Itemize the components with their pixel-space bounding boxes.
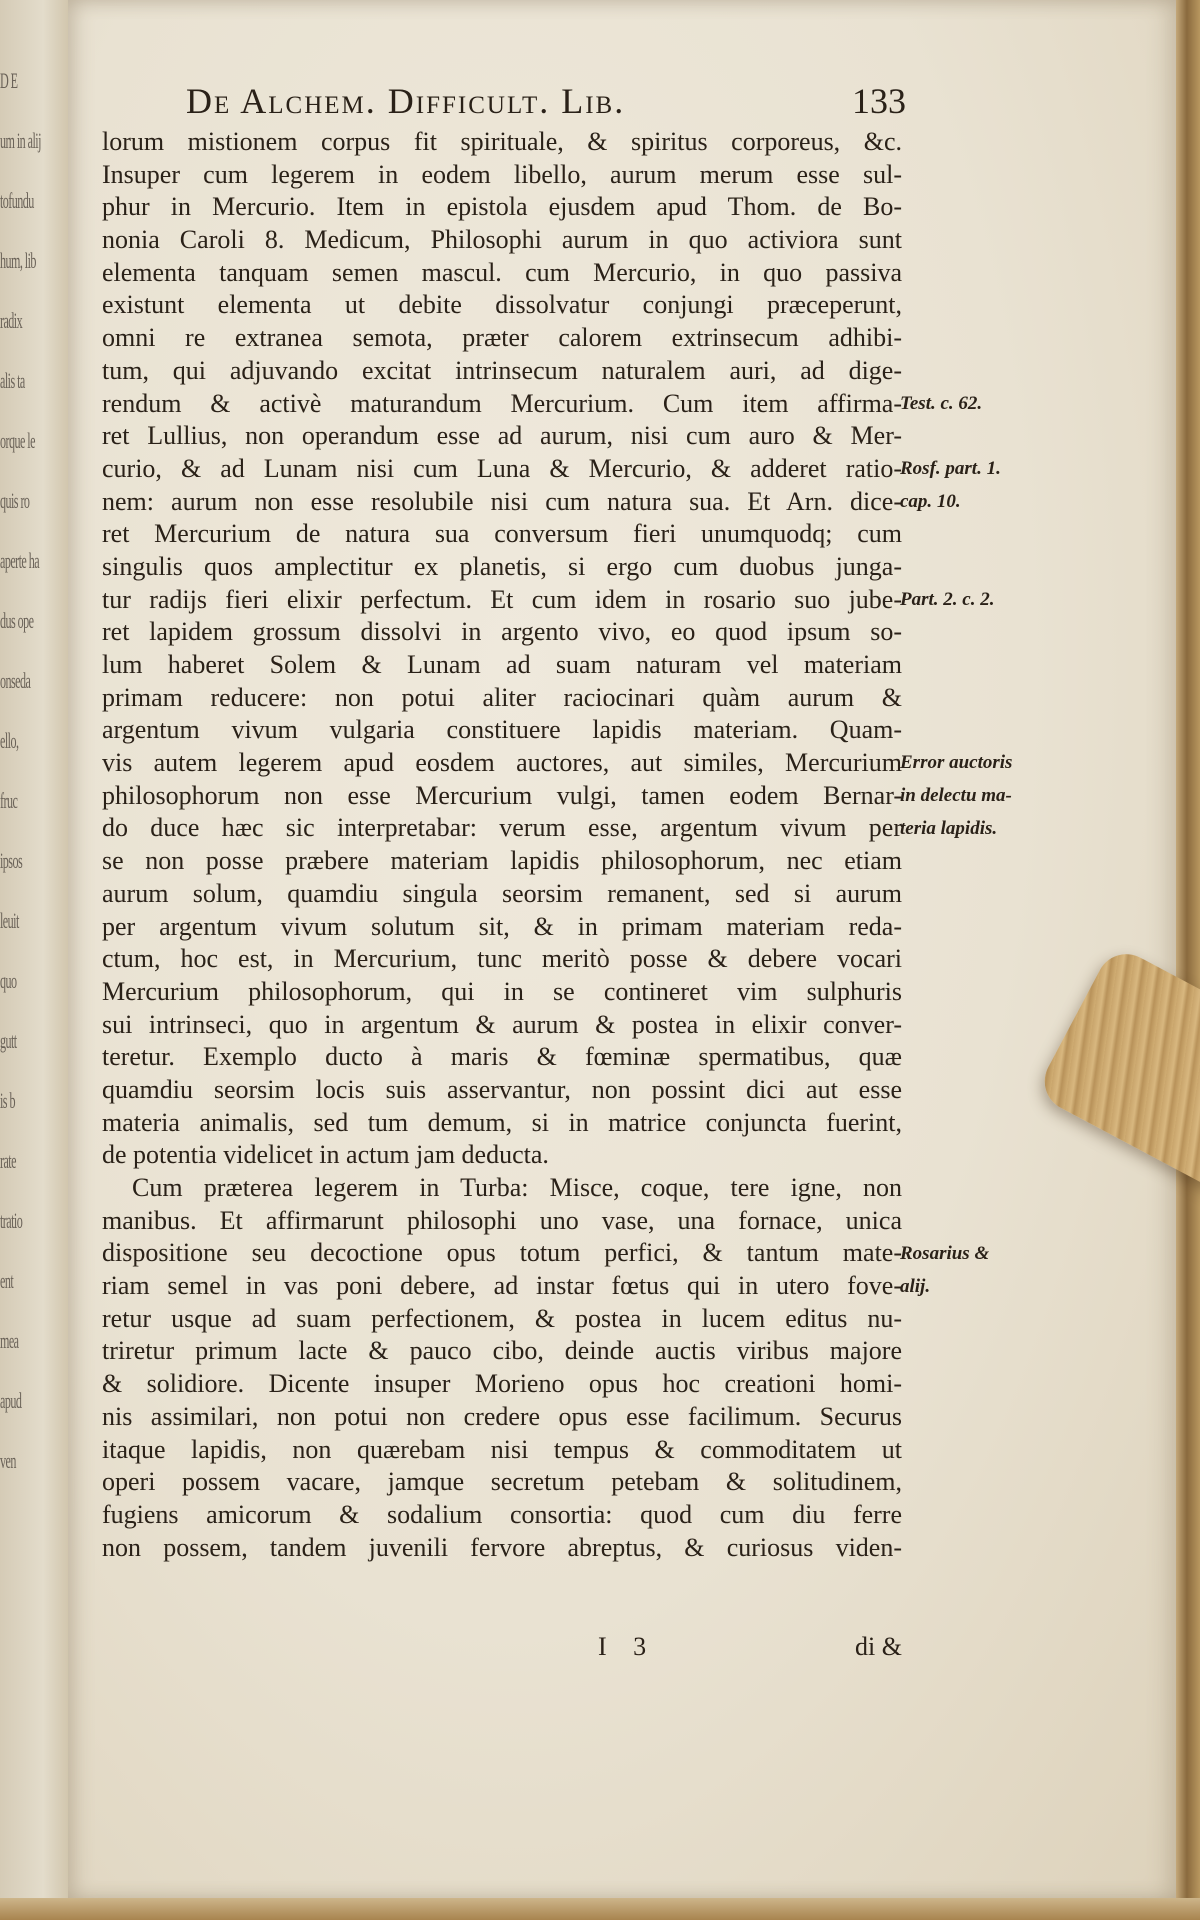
text-line: tum, qui adjuvando excitat intrinsecum naturalem auri, ad dige- <box>102 355 902 385</box>
header-title: De Alchem. Difficult. Lib. <box>186 81 626 121</box>
text-line: & solidiore. Dicente insuper Morieno opus hoc creationi homi- <box>102 1369 902 1399</box>
text-line: retur usque ad suam perfectionem, & postea in lucem editus nu- <box>102 1303 902 1333</box>
text-line: ctum, hoc est, in Mercurium, tunc meritò posse & debere vocari <box>102 944 902 974</box>
text-line: omni re extranea semota, præter calorem extrinsecum adhibi- <box>102 323 902 353</box>
facing-page-fragment: ven <box>0 1448 16 1473</box>
facing-page-fragment: hum, lib <box>0 248 36 273</box>
marginal-note: Part. 2. c. 2. <box>900 588 995 610</box>
text-line: curio, & ad Lunam nisi cum Luna & Mercurio, & adderet ratio- <box>102 453 902 483</box>
marginal-note: alij. <box>900 1275 931 1297</box>
facing-page-fragment: ent <box>0 1268 14 1293</box>
facing-page-fragment: quo <box>0 968 17 993</box>
book-bottom-edge <box>0 1898 1200 1920</box>
marginal-note: Test. c. 62. <box>900 392 983 414</box>
text-line: riam semel in vas poni debere, ad instar fœtus qui in utero fove- <box>102 1271 902 1301</box>
text-line: se non posse præbere materiam lapidis philosophorum, nec etiam <box>102 846 902 876</box>
facing-page-edge <box>0 0 72 1920</box>
facing-page-fragment: ello, <box>0 728 19 753</box>
facing-page-fragment: D E <box>0 68 18 93</box>
text-line: ret Mercurium de natura sua conversum fieri unumquodq; cum <box>102 519 902 549</box>
text-line: ret Lullius, non operandum esse ad aurum, nisi cum auro & Mer- <box>102 421 902 451</box>
text-line: argentum vivum vulgaria constituere lapidis materiam. Quam- <box>102 715 902 745</box>
text-line: phur in Mercurio. Item in epistola ejusdem apud Thom. de Bo- <box>102 192 902 222</box>
text-line: materia animalis, sed tum demum, si in matrice conjuncta fuerint, <box>102 1107 902 1137</box>
marginal-note: in delectu ma- <box>900 785 1012 806</box>
facing-page-fragment: quis ro <box>0 488 30 513</box>
text-line: do duce hæc sic interpretabar: verum esse, argentum vivum per <box>102 813 902 843</box>
text-line: Mercurium philosophorum, qui in se contineret vim sulphuris <box>102 976 902 1006</box>
book-right-edge <box>1176 0 1200 1920</box>
text-line: de potentia videlicet in actum jam deducta. <box>102 1140 549 1170</box>
text-line: nonia Caroli 8. Medicum, Philosophi aurum in quo activiora sunt <box>102 225 902 255</box>
text-line: primam reducere: non potui aliter raciocinari quàm aurum & <box>102 682 902 712</box>
facing-page-fragment: rate <box>0 1148 16 1173</box>
facing-page-fragment: dus ope <box>0 608 34 633</box>
text-line: rendum & activè maturandum Mercurium. Cum item affirma- <box>102 388 902 418</box>
facing-page-fragment: fruc <box>0 788 18 813</box>
catchword: di & <box>855 1632 902 1661</box>
text-line: non possem, tandem juvenili fervore abreptus, & curiosus viden- <box>102 1532 902 1562</box>
facing-page-fragment: orque le <box>0 428 35 453</box>
text-line: teretur. Exemplo ducto à maris & fœminæ spermatibus, quæ <box>102 1042 902 1072</box>
marginal-note: Rosarius & <box>900 1242 990 1264</box>
facing-page-fragment: mea <box>0 1328 19 1353</box>
facing-page-fragment: onseda <box>0 668 31 693</box>
text-line: sui intrinseci, quo in argentum & aurum & postea in elixir conver- <box>102 1009 902 1039</box>
text-line: existunt elementa ut debite dissolvatur conjungi præceperunt, <box>102 290 902 320</box>
facing-page-fragment: tratio <box>0 1208 23 1233</box>
facing-page-fragment: apud <box>0 1388 22 1413</box>
facing-page-fragment: um in alij <box>0 128 41 153</box>
facing-page-fragment: is b <box>0 1088 15 1113</box>
text-line: elementa tanquam semen mascul. cum Mercurio, in quo passiva <box>102 257 902 287</box>
text-line: itaque lapidis, non quærebam nisi tempus & commoditatem ut <box>102 1434 902 1464</box>
text-line: dispositione seu decoctione opus totum perfici, & tantum mate- <box>102 1238 902 1268</box>
text-line: philosophorum non esse Mercurium vulgi, tamen eodem Bernar- <box>102 780 902 810</box>
text-line: ret lapidem grossum dissolvi in argento vivo, eo quod ipsum so- <box>102 617 902 647</box>
text-line: per argentum vivum solutum sit, & in primam materiam reda- <box>102 911 902 941</box>
facing-page-fragment: aperte ha <box>0 548 40 573</box>
text-line: vis autem legerem apud eosdem auctores, aut similes, Mercurium <box>102 748 902 778</box>
text-line: fugiens amicorum & sodalium consortia: quod cum diu ferre <box>102 1499 902 1529</box>
facing-page-fragment: gutt <box>0 1028 17 1053</box>
text-line: aurum solum, quamdiu singula seorsim remanent, sed si aurum <box>102 878 902 908</box>
marginal-note: cap. 10. <box>900 490 961 512</box>
signature-mark: I 3 <box>598 1632 657 1661</box>
facing-page-fragment: alis ta <box>0 368 25 393</box>
facing-page-fragment: tofundu <box>0 188 34 213</box>
facing-page-fragment: leuit <box>0 908 19 933</box>
text-line: triretur primum lacte & pauco cibo, deinde auctis viribus majore <box>102 1336 902 1366</box>
page-number: 133 <box>852 81 906 121</box>
text-line: quamdiu seorsim locis suis asservantur, non possint dici aut esse <box>102 1074 902 1104</box>
text-line: tur radijs fieri elixir perfectum. Et cum idem in rosario suo jube- <box>102 584 902 614</box>
text-line: operi possem vacare, jamque secretum petebam & solitudinem, <box>102 1467 902 1497</box>
text-line: nis assimilari, non potui non credere opus esse facilimum. Securus <box>102 1401 902 1431</box>
running-header <box>186 80 916 122</box>
text-line: lum haberet Solem & Lunam ad suam naturam vel materiam <box>102 650 902 679</box>
marginal-note: teria lapidis. <box>900 817 998 839</box>
main-text-block <box>102 126 902 1564</box>
facing-page-fragment: radix <box>0 308 23 333</box>
marginal-note: Rosf. part. 1. <box>900 458 1001 479</box>
text-line: manibus. Et affirmarunt philosophi uno vase, una fornace, unica <box>102 1205 902 1235</box>
marginal-note: Error auctoris <box>900 752 1013 774</box>
text-line: singulis quos amplectitur ex planetis, si ergo cum duobus junga- <box>102 551 902 581</box>
facing-page-fragment: ipsos <box>0 848 23 873</box>
text-line: nem: aurum non esse resolubile nisi cum natura sua. Et Arn. dice- <box>102 486 902 516</box>
text-line: Insuper cum legerem in eodem libello, aurum merum esse sul- <box>102 159 902 189</box>
page-footer <box>102 1632 902 1666</box>
text-line: Cum præterea legerem in Turba: Misce, coque, tere igne, non <box>132 1173 902 1202</box>
text-line: lorum mistionem corpus fit spirituale, & spiritus corporeus, &c. <box>102 127 902 156</box>
